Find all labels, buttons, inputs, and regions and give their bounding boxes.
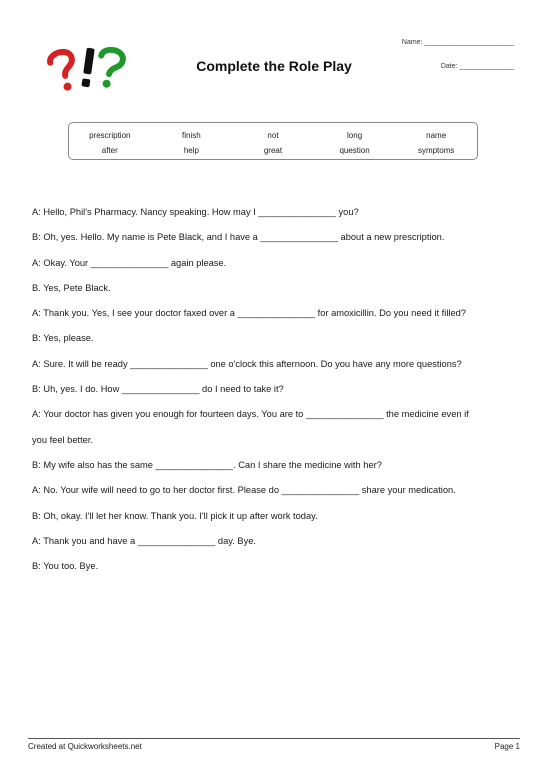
word-bank-item: question bbox=[339, 146, 370, 155]
dialogue-line: A: Thank you. Yes, I see your doctor faxed over a _______________ for amoxicillin. Do you need it filled? bbox=[32, 308, 466, 319]
dialogue-line: B: Uh, yes. I do. How _______________ do I need to take it? bbox=[32, 384, 284, 395]
word-bank-item: prescription bbox=[89, 131, 131, 140]
dialogue-line: A: Thank you and have a _______________ day. Bye. bbox=[32, 535, 256, 546]
footer-divider bbox=[28, 738, 520, 739]
dialogue-line: B. Yes, Pete Black. bbox=[32, 282, 111, 293]
word-bank-item: long bbox=[347, 131, 363, 140]
page-title: Complete the Role Play bbox=[196, 58, 352, 74]
dialogue-line: A: No. Your wife will need to go to her doctor first. Please do _______________ share your medication. bbox=[32, 485, 456, 496]
word-bank bbox=[68, 122, 478, 160]
dialogue-line: B: Oh, yes. Hello. My name is Pete Black, and I have a _______________ about a new prescription. bbox=[32, 232, 445, 243]
name-field-label: Name: _______________________ bbox=[401, 39, 514, 46]
word-bank-item: symptoms bbox=[417, 146, 455, 155]
dialogue-line: B: Yes, please. bbox=[32, 333, 94, 344]
dialogue-line: you feel better. bbox=[32, 434, 93, 445]
word-bank-row bbox=[69, 146, 477, 155]
dialogue-line: A: Your doctor has given you enough for fourteen days. You are to _______________ the medicine even if bbox=[32, 409, 469, 420]
word-bank-item: not bbox=[267, 131, 279, 140]
dialogue-line: A: Okay. Your _______________ again please. bbox=[32, 257, 227, 268]
word-bank-item: great bbox=[263, 146, 283, 155]
dialogue-line: B: You too. Bye. bbox=[32, 561, 99, 572]
dialogue-line: A: Sure. It will be ready _______________ one o'clock this afternoon. Do you have any more questions? bbox=[32, 358, 462, 369]
date-field-label: Date: ______________ bbox=[440, 63, 514, 70]
word-bank-item: finish bbox=[182, 131, 201, 140]
dialogue-line: B: My wife also has the same _______________. Can I share the medicine with her? bbox=[32, 459, 382, 470]
word-bank-item: help bbox=[183, 146, 199, 155]
page-number: Page 1 bbox=[494, 742, 520, 751]
word-bank-item: name bbox=[426, 131, 447, 140]
dialogue-line: A: Hello, Phil's Pharmacy. Nancy speaking. How may I _______________ you? bbox=[32, 207, 359, 217]
dialogue bbox=[32, 205, 522, 584]
dialogue-line: B: Oh, okay. I'll let her know. Thank you. I'll pick it up after work today. bbox=[32, 510, 318, 521]
word-bank-item: after bbox=[101, 146, 118, 155]
footer-credit: Created at Quickworksheets.net bbox=[28, 742, 142, 751]
word-bank-row bbox=[69, 131, 477, 140]
